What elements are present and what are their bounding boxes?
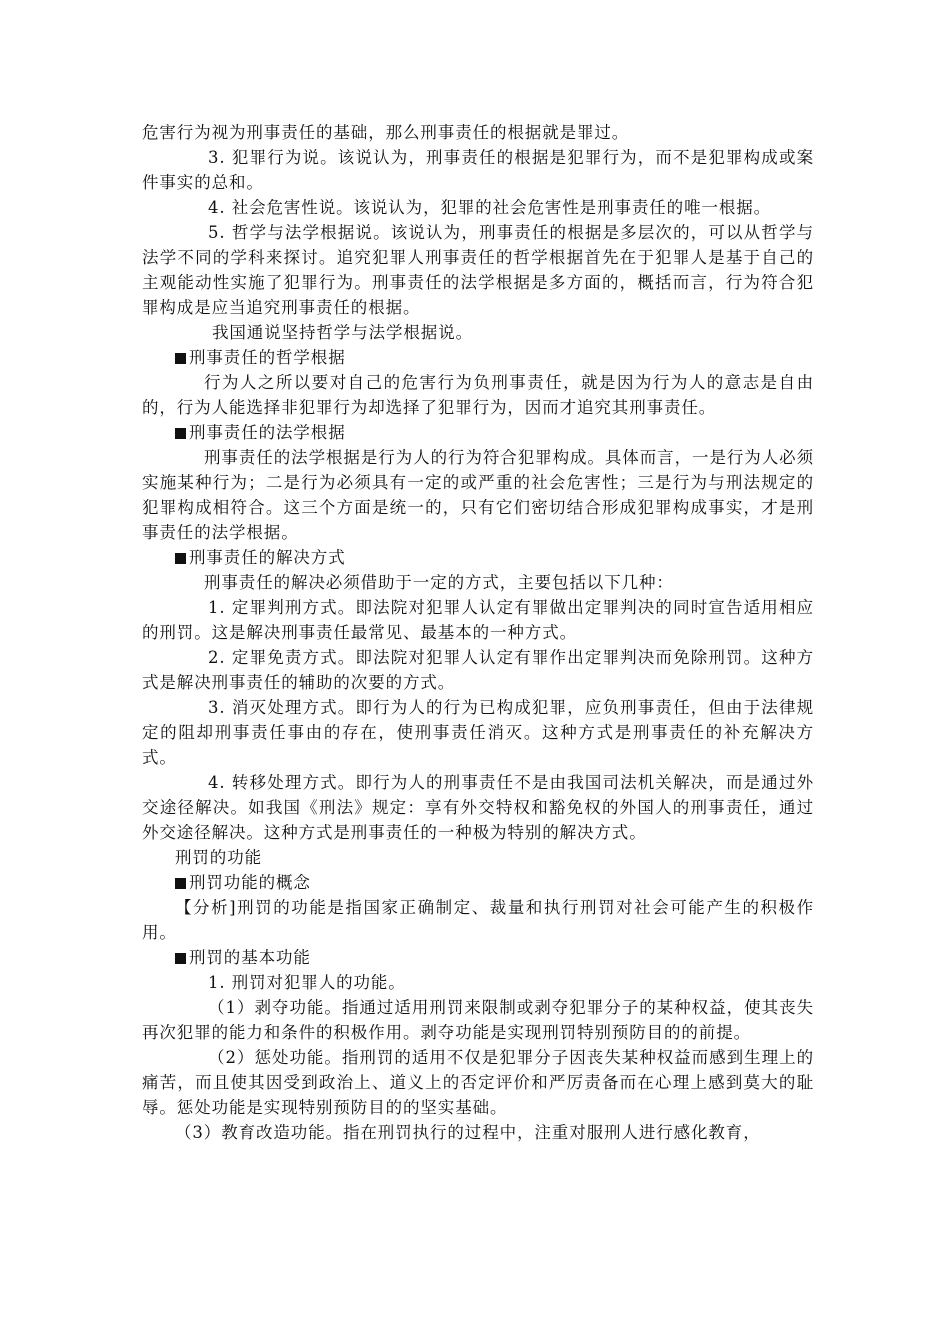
paragraph: 行为人之所以要对自己的危害行为负刑事责任，就是因为行为人的意志是自由的，行为人能选择非犯罪行为却选择了犯罪行为，因而才追究其刑事责任。	[142, 373, 814, 417]
square-bullet-icon	[175, 353, 186, 364]
paragraph: 5. 哲学与法学根据说。该说认为，刑事责任的根据是多层次的，可以从哲学与法学不同的学科来探讨。追究犯罪人刑事责任的哲学根据首先在于犯罪人是基于自己的主观能动性实施了犯罪行为。刑事责任的法学根据是多方面的，概括而言，行为符合犯罪构成是应当追究刑事责任的根据。	[142, 223, 814, 317]
paragraph: 4. 社会危害性说。该说认为，犯罪的社会危害性是刑事责任的唯一根据。	[208, 198, 772, 217]
section-heading-text: 刑事责任的解决方式	[189, 548, 346, 567]
section-heading	[142, 420, 814, 445]
paragraph: 刑事责任的解决必须借助于一定的方式，主要包括以下几种：	[204, 573, 674, 592]
square-bullet-icon	[175, 428, 186, 439]
section-heading	[142, 870, 814, 895]
paragraph: 4. 转移处理方式。即行为人的刑事责任不是由我国司法机关解决，而是通过外交途径解决。如我国《刑法》规定：享有外交特权和豁免权的外国人的刑事责任，通过外交途径解决。这种方式是刑事责任的一种极为特别的解决方式。	[142, 773, 814, 842]
paragraph: 3. 犯罪行为说。该说认为，刑事责任的根据是犯罪行为，而不是犯罪构成或案件事实的总和。	[142, 148, 814, 192]
section-heading-text: 刑罚功能的概念	[189, 873, 311, 892]
paragraph: （3）教育改造功能。指在刑罚执行的过程中，注重对服刑人进行感化教育，	[175, 1123, 761, 1142]
section-heading	[142, 545, 814, 570]
section-heading-text: 刑罚的基本功能	[189, 948, 311, 967]
section-heading	[142, 345, 814, 370]
square-bullet-icon	[175, 553, 186, 564]
paragraph: （1）剥夺功能。指通过适用刑罚来限制或剥夺犯罪分子的某种权益，使其丧失再次犯罪的能力和条件的积极作用。剥夺功能是实现刑罚特别预防目的的前提。	[142, 998, 814, 1042]
section-heading-text: 刑事责任的法学根据	[189, 423, 346, 442]
square-bullet-icon	[175, 953, 186, 964]
paragraph: 2. 定罪免责方式。即法院对犯罪人认定有罪作出定罪判决而免除刑罚。这种方式是解决刑事责任的辅助的次要的方式。	[142, 648, 814, 692]
square-bullet-icon	[175, 878, 186, 889]
paragraph: 1. 刑罚对犯罪人的功能。	[208, 973, 406, 992]
paragraph: 刑事责任的法学根据是行为人的行为符合犯罪构成。具体而言，一是行为人必须实施某种行为；二是行为必须具有一定的或严重的社会危害性；三是行为与刑法规定的犯罪构成相符合。这三个方面是统一的，只有它们密切结合形成犯罪构成事实，才是刑事责任的法学根据。	[142, 448, 814, 542]
document-page	[142, 120, 814, 1145]
paragraph: 3. 消灭处理方式。即行为人的行为已构成犯罪，应负刑事责任，但由于法律规定的阻却刑事责任事由的存在，使刑事责任消灭。这种方式是刑事责任的补充解决方式。	[142, 698, 814, 767]
section-heading	[142, 945, 814, 970]
paragraph: 刑罚的功能	[175, 848, 262, 867]
paragraph: 我国通说坚持哲学与法学根据说。	[212, 323, 473, 342]
paragraph: 1. 定罪判刑方式。即法院对犯罪人认定有罪做出定罪判决的同时宣告适用相应的刑罚。这是解决刑事责任最常见、最基本的一种方式。	[142, 598, 814, 642]
paragraph: （2）惩处功能。指刑罚的适用不仅是犯罪分子因丧失某种权益而感到生理上的痛苦，而且使其因受到政治上、道义上的否定评价和严厉责备而在心理上感到莫大的耻辱。惩处功能是实现特别预防目的的坚实基础。	[142, 1048, 814, 1117]
paragraph: 【分析]刑罚的功能是指国家正确制定、裁量和执行刑罚对社会可能产生的积极作用。	[142, 898, 814, 942]
section-heading-text: 刑事责任的哲学根据	[189, 348, 346, 367]
paragraph: 危害行为视为刑事责任的基础，那么刑事责任的根据就是罪过。	[142, 123, 630, 142]
